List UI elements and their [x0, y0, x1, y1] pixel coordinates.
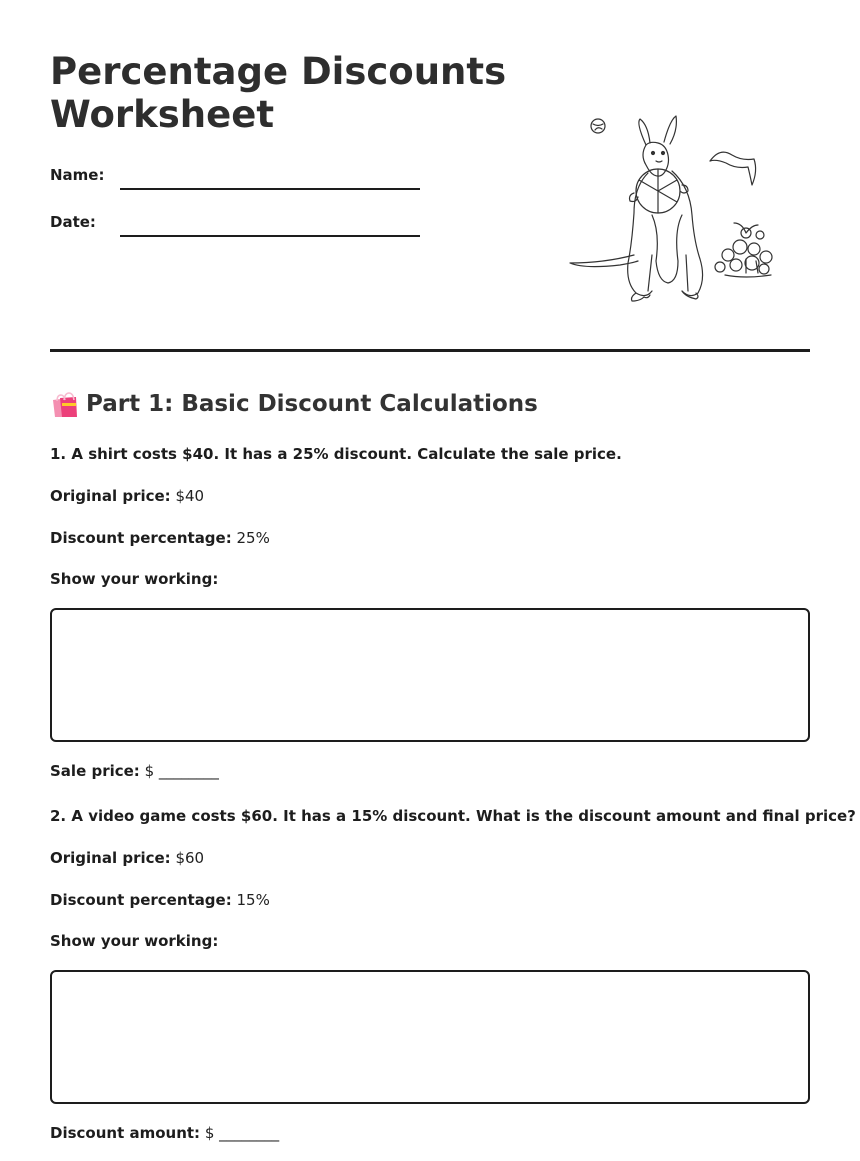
discount-amount-blank[interactable]: $ ________ — [204, 1124, 280, 1142]
question-1-prompt: 1. A shirt costs $40. It has a 25% discount. Calculate the sale price. — [50, 445, 622, 463]
discount-percentage-label: Discount percentage: — [50, 529, 232, 547]
question-2-answer — [50, 1124, 279, 1142]
sale-price-label: Sale price: — [50, 762, 140, 780]
original-price-label: Original price: — [50, 849, 171, 867]
title-line-1: Percentage Discounts — [50, 50, 507, 93]
discount-percentage-value: 15% — [236, 891, 270, 909]
question-1-discount-percentage — [50, 529, 270, 547]
part-1-title: Part 1: Basic Discount Calculations — [86, 391, 538, 417]
name-input-line[interactable] — [120, 188, 420, 190]
shopping-bags-icon — [50, 389, 80, 419]
original-price-label: Original price: — [50, 487, 171, 505]
question-2-prompt: 2. A video game costs $60. It has a 15% discount. What is the discount amount and final price? — [50, 807, 856, 825]
question-1-answer — [50, 762, 219, 780]
date-input-line[interactable] — [120, 235, 420, 237]
discount-amount-label: Discount amount: — [50, 1124, 201, 1142]
date-label: Date: — [50, 213, 96, 231]
question-1-working-box[interactable] — [50, 608, 810, 742]
kangaroo-with-pie-chart-illustration — [560, 105, 780, 310]
original-price-value: $60 — [175, 849, 205, 867]
question-2-working-label: Show your working: — [50, 932, 219, 950]
question-2-discount-percentage — [50, 891, 270, 909]
question-1-working-label: Show your working: — [50, 570, 219, 588]
name-field-row — [50, 166, 420, 190]
name-label: Name: — [50, 166, 105, 184]
question-1-original-price — [50, 487, 204, 505]
page-title — [50, 50, 530, 136]
discount-percentage-label: Discount percentage: — [50, 891, 232, 909]
original-price-value: $40 — [175, 487, 205, 505]
discount-percentage-value: 25% — [236, 529, 270, 547]
header-divider — [50, 349, 810, 352]
part-1-heading — [50, 389, 538, 419]
sale-price-blank[interactable]: $ ________ — [144, 762, 219, 780]
question-2-original-price — [50, 849, 204, 867]
title-line-2: Worksheet — [50, 93, 275, 136]
date-field-row — [50, 213, 420, 237]
question-2-working-box[interactable] — [50, 970, 810, 1104]
